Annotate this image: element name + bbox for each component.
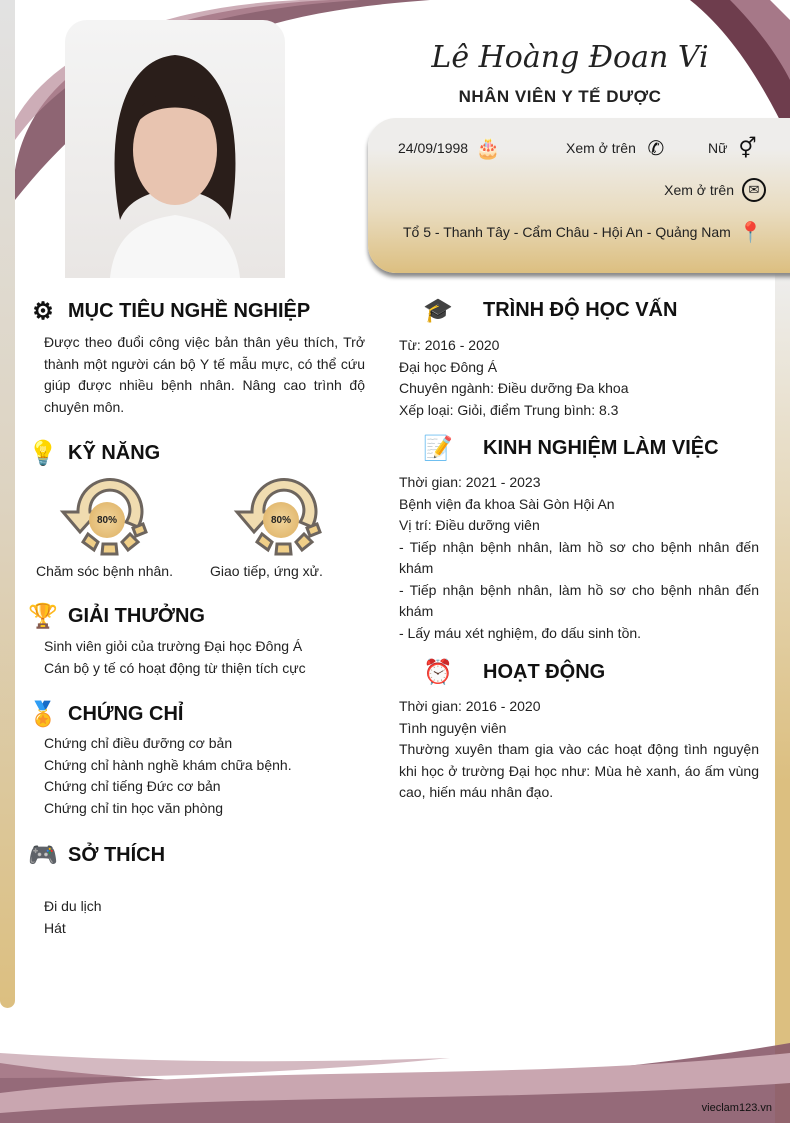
skill-percent: 80% — [89, 502, 125, 538]
education-line: Xếp loại: Giỏi, điểm Trung bình: 8.3 — [399, 401, 619, 418]
candidate-name: Lê Hoàng Đoan Vi — [431, 40, 709, 75]
certificate-item: Chứng chỉ điều đưỡng cơ bản — [44, 735, 233, 751]
skill-gauge — [232, 472, 332, 562]
graduation-cap-icon: 🎓 — [423, 296, 453, 324]
gender-icon: ⚥ — [738, 137, 757, 160]
trophy-icon: 🏆 — [28, 602, 58, 630]
hobby-item: Hát — [44, 919, 66, 936]
experience-line: Bệnh viện đa khoa Sài Gòn Hội An — [399, 495, 615, 512]
lightbulb-icon: 💡 — [28, 439, 58, 467]
activity-line: Thường xuyên tham gia vào các hoạt động tình nguyện khi học ở trường Đại học như: Mùa hè xanh, áo ấm vùng cao, hiến máu nhân đạo. — [399, 741, 759, 800]
gender-item — [708, 136, 759, 160]
phone-item — [566, 136, 668, 160]
address-text: Tổ 5 - Thanh Tây - Cẩm Châu - Hội An - Quảng Nam — [403, 224, 731, 240]
hobbies-list — [44, 896, 102, 939]
hobbies-title: SỞ THÍCH — [68, 843, 166, 866]
objective-heading — [30, 298, 310, 324]
phone-icon: ✆ — [647, 137, 665, 160]
hobby-item: Đi du lịch — [44, 898, 102, 914]
address-item — [403, 220, 763, 244]
award-item: Sinh viên giỏi của trường Đại học Đông Á — [44, 638, 303, 654]
experience-line: - Tiếp nhận bệnh nhân, làm hồ sơ cho bệnh nhân đến khám — [399, 538, 759, 576]
email-icon: ✉ — [742, 178, 766, 202]
experience-line: Thời gian: 2021 - 2023 — [399, 474, 541, 490]
award-item: Cán bộ y tế có hoạt động từ thiện tích cực — [44, 659, 306, 676]
education-heading — [425, 297, 677, 323]
education-title: TRÌNH ĐỘ HỌC VẤN — [483, 298, 678, 321]
awards-list — [44, 636, 306, 679]
gamepad-icon: 🎮 — [28, 841, 58, 869]
objective-title: MỤC TIÊU NGHỀ NGHIỆP — [68, 299, 311, 322]
certificates-list — [44, 733, 292, 819]
awards-title: GIẢI THƯỞNG — [68, 604, 205, 627]
certificate-item: Chứng chỉ tin học văn phòng — [44, 799, 224, 816]
gear-icon: ⚙ — [32, 297, 54, 325]
email-text: Xem ở trên — [664, 182, 734, 198]
watermark: vieclam123.vn — [701, 1102, 772, 1114]
activities-title: HOẠT ĐỘNG — [483, 660, 606, 683]
alarm-clock-icon: ⏰ — [423, 658, 453, 686]
experience-title: KINH NGHIỆM LÀM VIỆC — [483, 436, 719, 459]
skill-label: Chăm sóc bệnh nhân. — [36, 563, 173, 579]
experience-line: Vị trí: Điều dưỡng viên — [399, 517, 540, 533]
document-edit-icon: 📝 — [423, 434, 453, 462]
activity-line: Thời gian: 2016 - 2020 — [399, 698, 541, 714]
experience-heading — [425, 435, 719, 461]
birthday-item — [398, 136, 500, 160]
education-line: Chuyên ngành: Điều dưỡng Đa khoa — [399, 380, 629, 396]
gender-text: Nữ — [708, 140, 728, 156]
activities-heading — [425, 659, 605, 685]
hobbies-heading — [30, 842, 165, 868]
skills-heading — [30, 440, 160, 466]
certificate-item: Chứng chỉ hành nghề khám chữa bệnh. — [44, 756, 292, 773]
contact-panel — [368, 118, 790, 273]
certificate-item: Chứng chỉ tiếng Đức cơ bản — [44, 778, 221, 794]
phone-text: Xem ở trên — [566, 140, 636, 156]
location-pin-icon: 📍 — [738, 221, 764, 244]
education-line: Từ: 2016 - 2020 — [399, 337, 500, 353]
experience-line: - Lấy máu xét nghiệm, đo dấu sinh tồn. — [399, 624, 642, 641]
email-item — [664, 178, 790, 202]
right-bar — [775, 270, 790, 1123]
education-details — [399, 335, 628, 421]
job-title: NHÂN VIÊN Y TẾ DƯỢC — [458, 87, 662, 106]
education-line: Đại học Đông Á — [399, 358, 498, 375]
certificates-heading — [30, 701, 183, 727]
awards-heading — [30, 603, 205, 629]
cake-icon: 🎂 — [475, 137, 501, 160]
activity-line: Tình nguyện viên — [399, 719, 507, 736]
bottom-swoosh — [0, 1023, 790, 1123]
certificates-title: CHỨNG CHỈ — [68, 702, 184, 725]
skill-percent: 80% — [263, 502, 299, 538]
medal-icon: 🏅 — [28, 700, 58, 728]
skills-title: KỸ NĂNG — [68, 441, 161, 464]
experience-details — [399, 472, 759, 644]
profile-photo — [65, 20, 285, 278]
skill-label: Giao tiếp, ứng xử. — [210, 563, 323, 579]
skill-gauge — [58, 472, 158, 562]
activities-details — [399, 696, 759, 804]
birthday-text: 24/09/1998 — [398, 140, 469, 156]
person-silhouette — [65, 20, 285, 278]
objective-text: Được theo đuổi công việc bản thân yêu thích, Trở thành một người cán bộ Y tế mẫu mực, có thể cứu giúp được nhiều bệnh nhân. Nâng cao trình độ chuyên môn. — [44, 334, 365, 415]
experience-line: - Tiếp nhận bệnh nhân, làm hồ sơ cho bệnh nhân đến khám — [399, 581, 759, 619]
